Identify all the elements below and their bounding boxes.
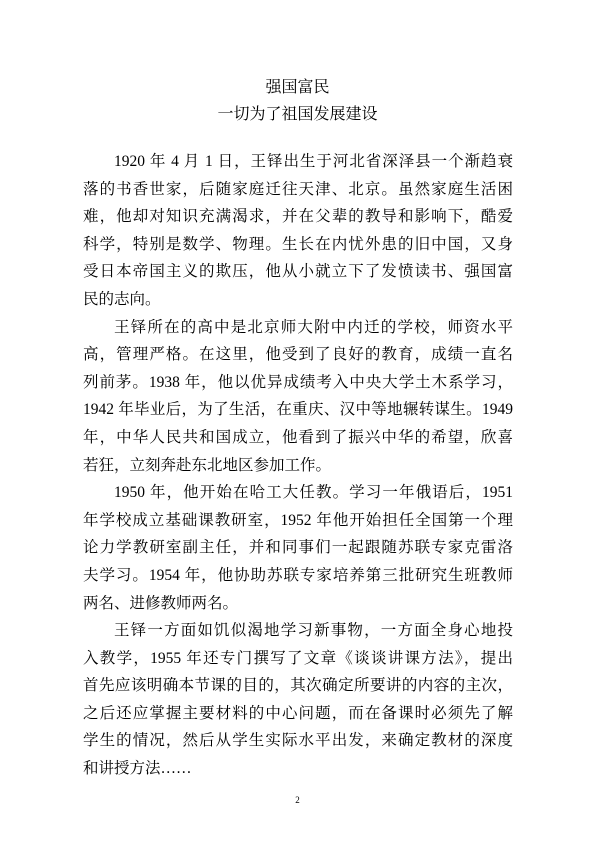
paragraph-2 [83, 314, 513, 480]
paragraph-line: 首先应该明确本节课的目的，其次确定所要讲的内容的主次， [83, 677, 513, 695]
paragraph-line: 民的志向。 [83, 290, 161, 308]
paragraph-line: 和讲授方法…… [83, 760, 192, 778]
paragraph-line: 落的书香世家，后随家庭迁往天津、北京。虽然家庭生活困 [83, 180, 513, 198]
paragraph-line: 王铎一方面如饥似渴地学习新事物，一方面全身心地投 [114, 622, 513, 640]
paragraph-line: 学生的情况，然后从学生实际水平出发，来确定教材的深度 [83, 732, 513, 750]
paragraph-line: 若狂，立刻奔赴东北地区参加工作。 [83, 456, 332, 474]
paragraph-line: 列前茅。1938 年，他以优异成绩考入中央大学土木系学习， [83, 373, 513, 391]
paragraph-4 [83, 617, 513, 783]
paragraph-line: 1950 年，他开始在哈工大任教。学习一年俄语后，1951 [114, 484, 513, 502]
paragraph-line: 入教学，1955 年还专门撰写了文章《谈谈讲课方法》，提出 [83, 649, 513, 667]
paragraph-line: 之后还应掌握主要材料的中心问题，而在备课时必须先了解 [83, 704, 513, 722]
paragraph-line: 论力学教研室副主任，并和同事们一起跟随苏联专家克雷洛 [83, 539, 513, 557]
page-number: 2 [295, 795, 300, 805]
body-text [83, 148, 513, 783]
paragraph-line: 年，中华人民共和国成立，他看到了振兴中华的希望，欣喜 [83, 428, 513, 446]
paragraph-line: 年学校成立基础课教研室，1952 年他开始担任全国第一个理 [83, 511, 513, 529]
paragraph-line: 夫学习。1954 年，他协助苏联专家培养第三批研究生班教师 [83, 566, 513, 584]
paragraph-line: 两名、进修教师两名。 [83, 594, 239, 612]
paragraph-line: 难，他却对知识充满渴求，并在父辈的教导和影响下，酷爱 [83, 208, 513, 226]
paragraph-line: 高，管理严格。在这里，他受到了良好的教育，成绩一直名 [83, 346, 513, 364]
paragraph-line: 王铎所在的高中是北京师大附中内迁的学校，师资水平 [114, 318, 513, 336]
document-title: 强国富民 [265, 79, 330, 96]
paragraph-line: 1920 年 4 月 1 日，王铎出生于河北省深泽县一个渐趋衰 [114, 153, 513, 170]
paragraph-3 [83, 479, 513, 617]
paragraph-line: 受日本帝国主义的欺压，他从小就立下了发愤读书、强国富 [83, 263, 513, 281]
document-subtitle: 一切为了祖国发展建设 [217, 106, 378, 123]
paragraph-1 [83, 148, 513, 314]
paragraph-line: 1942 年毕业后，为了生活，在重庆、汉中等地辗转谋生。1949 [83, 401, 513, 419]
paragraph-line: 科学，特别是数学、物理。生长在内忧外患的旧中国，又身 [83, 235, 513, 253]
